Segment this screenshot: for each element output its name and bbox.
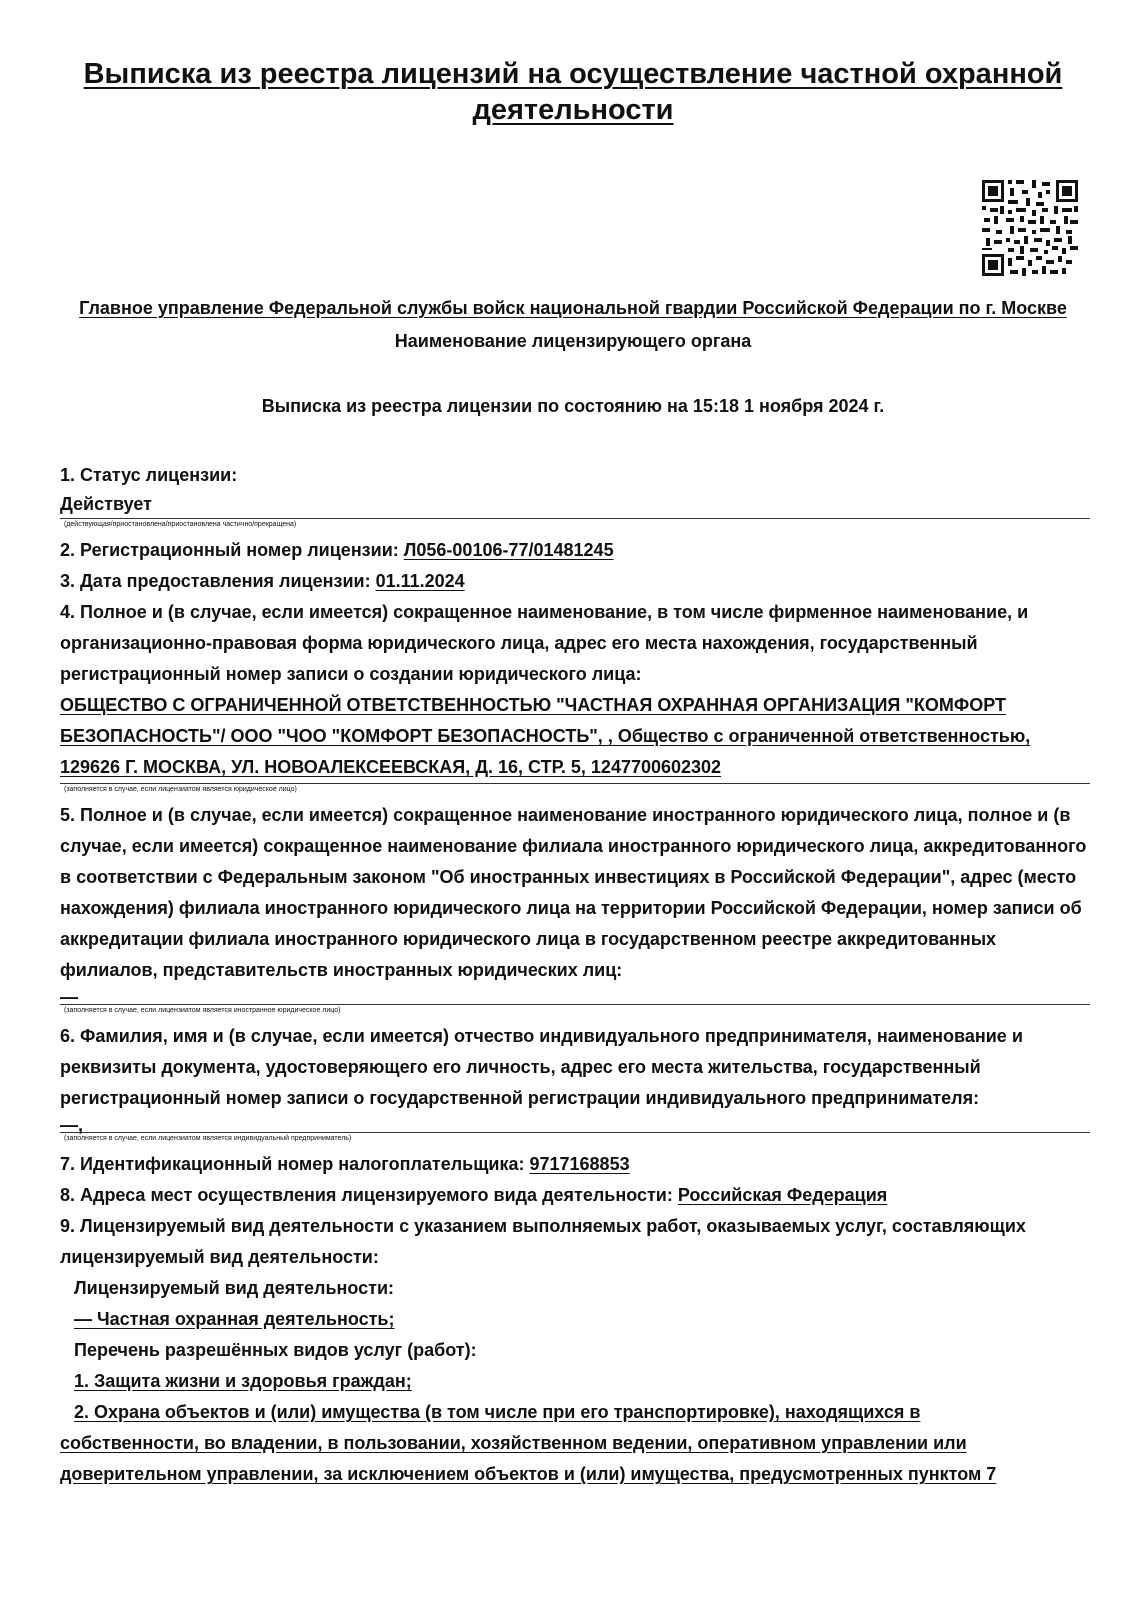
registration-number-label: 2. Регистрационный номер лицензии: [60, 540, 404, 560]
issue-date-label: 3. Дата предоставления лицензии: [60, 571, 376, 591]
address-value: Российская Федерация [677, 1185, 888, 1205]
status-value: Действует [60, 491, 1090, 519]
service-item-2-first-line: 2. Охрана объектов и (или) имущества (в том числе при его транспортировке), находящихся в [74, 1402, 921, 1422]
qr-code-icon [980, 178, 1080, 278]
item4-value: ОБЩЕСТВО С ОГРАНИЧЕННОЙ ОТВЕТСТВЕННОСТЬЮ "ЧАСТНАЯ ОХРАННАЯ ОРГАНИЗАЦИЯ "КОМФОРТ БЕЗОПАСНОСТЬ"/ ООО "ЧОО "КОМФОРТ БЕЗОПАСНОСТЬ", , Общество с ограниченной ответственностью, 129626 Г. МОСКВА, УЛ. НОВОАЛЕКСЕЕВСКАЯ, Д. 16, СТР. 5, 1247700602302 [60, 690, 1090, 784]
status-hint: (действующая/приостановлена/приостановлена частично/прекращена) [64, 521, 297, 528]
status-label: 1. Статус лицензии: [60, 465, 238, 485]
item6-text: 6. Фамилия, имя и (в случае, если имеется) отчество индивидуального предпринимателя, наименование и реквизиты документа, удостоверяющего его личность, адрес его места жительства, государственный регистрационный номер записи о государственной регистрации индивидуального предпринимателя: [60, 1026, 1023, 1108]
item4-text: 4. Полное и (в случае, если имеется) сокращенное наименование, в том числе фирменное наименование, и организационно-правовая форма юридического лица, адрес его места нахождения, государственный регистрационный номер записи о создании юридического лица: [60, 602, 1029, 684]
inn-label: 7. Идентификационный номер налогоплательщика: [60, 1154, 530, 1174]
activity-kind-value: — Частная охранная деятельность; [74, 1309, 395, 1329]
address-row [60, 1180, 1090, 1211]
inn-row [60, 1149, 1090, 1180]
address-label: 8. Адреса мест осуществления лицензируемого вида деятельности: [60, 1185, 678, 1205]
licensing-organ-name: Главное управление Федеральной службы войск национальной гвардии Российской Федерации по г. Москве [79, 298, 1067, 318]
item6-hint: (заполняется в случае, если лицензиатом является индивидуальный предприниматель) [64, 1135, 352, 1142]
issue-date-value: 01.11.2024 [375, 571, 465, 591]
registration-number-row [60, 535, 1090, 566]
document-title: Выписка из реестра лицензий на осуществление частной охранной деятельности [83, 58, 1063, 126]
item6-value: —, [60, 1114, 1090, 1133]
services-label: Перечень разрешённых видов услуг (работ): [74, 1340, 477, 1360]
inn-value: 9717168853 [529, 1154, 630, 1174]
as-of-statement: Выписка из реестра лицензии по состоянию на 15:18 1 ноября 2024 г. [261, 396, 885, 416]
issue-date-row [60, 566, 1090, 597]
item5-text: 5. Полное и (в случае, если имеется) сокращенное наименование иностранного юридического лица, полное и (в случае, если имеется) сокращенное наименование филиала иностранного юридического лица, аккредитованного в соответствии с Федеральным законом "Об иностранных инвестициях в Российской Федерации", адрес (место нахождения) филиала иностранного юридического лица на территории Российской Федерации, номер записи об аккредитации филиала иностранного юридического лица в государственном реестре аккредитованных филиалов, представительств иностранных юридических лиц: [60, 805, 1087, 980]
licensing-organ-caption: Наименование лицензирующего органа [394, 331, 752, 351]
activity-kind-label: Лицензируемый вид деятельности: [74, 1278, 395, 1298]
document-body [60, 460, 1090, 1490]
item5-hint: (заполняется в случае, если лицензиатом является иностранное юридическое лицо) [64, 1007, 341, 1014]
service-item-2-continuation: собственности, во владении, в пользовании, хозяйственном ведении, оперативном управлении или доверительном управлении, за исключением объектов и (или) имущества, предусмотренных пунктом 7 [60, 1433, 997, 1484]
registration-number-value: Л056-00106-77/01481245 [403, 540, 614, 560]
service-item-1: 1. Защита жизни и здоровья граждан; [74, 1371, 412, 1391]
item5-value: — [60, 986, 1090, 1005]
item9-text: 9. Лицензируемый вид деятельности с указанием выполняемых работ, оказываемых услуг, составляющих лицензируемый вид деятельности: [60, 1216, 1026, 1267]
item4-hint: (заполняется в случае, если лицензиатом является юридическое лицо) [64, 786, 297, 793]
